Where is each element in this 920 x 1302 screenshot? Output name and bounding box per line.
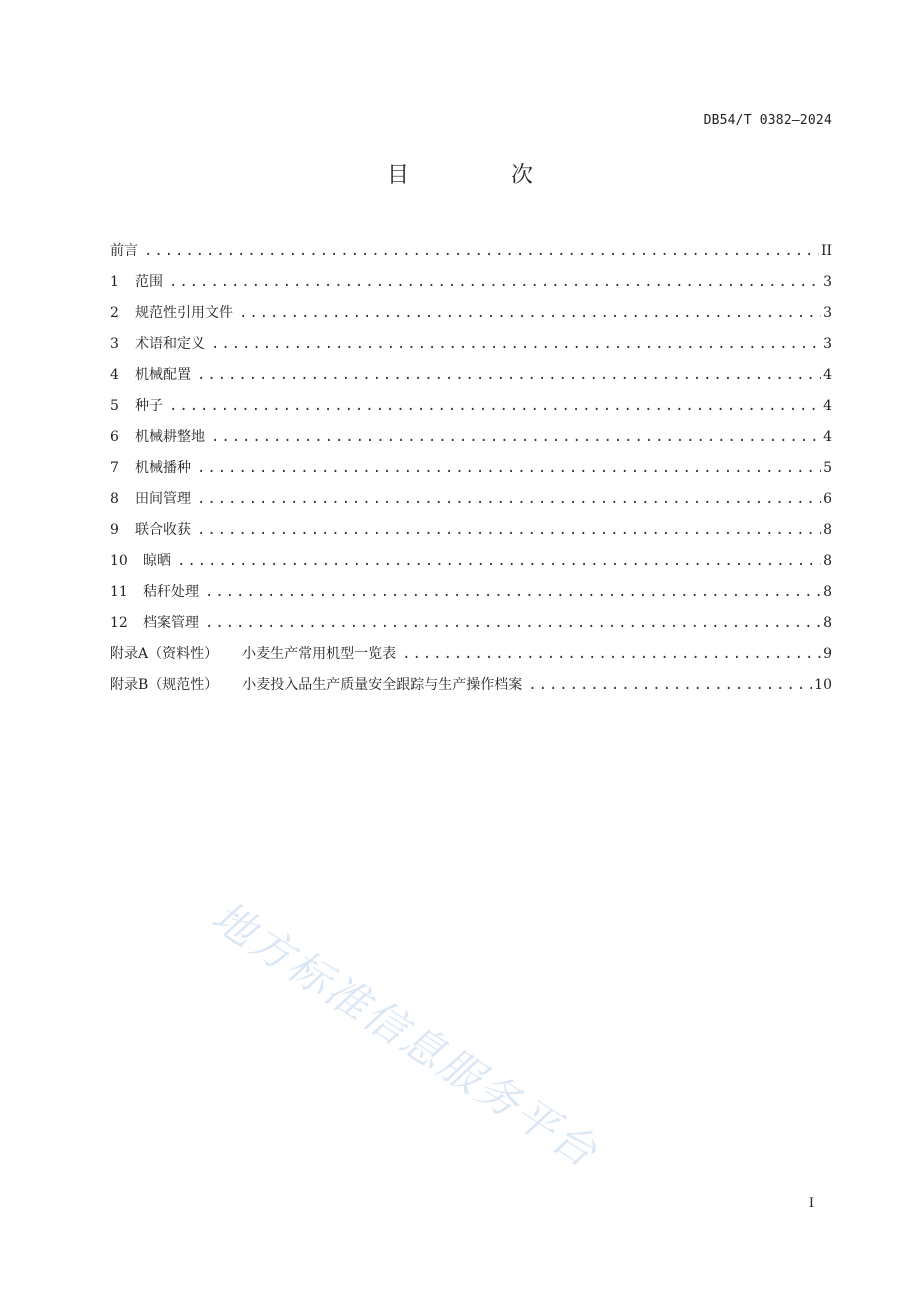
toc-entry-page: 4 — [823, 367, 832, 383]
toc-entry-page: 3 — [823, 274, 832, 290]
toc-entry-label: 档案管理 — [143, 615, 199, 631]
table-of-contents — [110, 240, 832, 705]
toc-entry-label: 联合收获 — [135, 522, 191, 538]
toc-dot-leader — [197, 491, 821, 507]
toc-dot-leader — [144, 243, 819, 259]
toc-entry-label: 术语和定义 — [135, 336, 205, 352]
toc-entry-page: 8 — [823, 615, 832, 631]
toc-dot-leader — [169, 398, 821, 414]
toc-entry-label: 规范性引用文件 — [135, 305, 233, 321]
toc-dot-leader — [205, 615, 821, 631]
toc-dot-leader — [197, 460, 821, 476]
page-title: 目 次 — [386, 163, 573, 188]
toc-entry[interactable] — [110, 240, 832, 271]
toc-entry[interactable] — [110, 457, 832, 488]
toc-entry-appendix[interactable] — [110, 643, 832, 674]
toc-entry-page: 3 — [823, 336, 832, 352]
toc-entry[interactable] — [110, 333, 832, 364]
toc-dot-leader — [211, 336, 821, 352]
toc-entry[interactable] — [110, 426, 832, 457]
toc-dot-leader — [239, 305, 821, 321]
toc-entry-page: 9 — [823, 646, 832, 662]
toc-dot-leader — [177, 553, 821, 569]
toc-entry-number: 6 — [110, 429, 119, 445]
toc-entry[interactable] — [110, 271, 832, 302]
toc-entry-page: II — [820, 243, 832, 259]
toc-entry-number: 8 — [110, 491, 119, 507]
toc-dot-leader — [402, 646, 821, 662]
toc-entry-label: 范围 — [135, 274, 163, 290]
watermark: 地方标准信息服务平台 — [203, 891, 608, 1178]
toc-entry-page: 4 — [823, 398, 832, 414]
toc-appendix-label: 附录B（规范性） — [110, 677, 219, 693]
toc-entry-label: 机械播种 — [135, 460, 191, 476]
toc-dot-leader — [205, 584, 821, 600]
toc-entry[interactable] — [110, 581, 832, 612]
toc-entry[interactable] — [110, 550, 832, 581]
toc-entry-number: 5 — [110, 398, 119, 414]
toc-appendix-label: 附录A（资料性） — [110, 646, 219, 662]
page-number: I — [808, 1196, 814, 1211]
toc-entry-label: 种子 — [135, 398, 163, 414]
toc-entry[interactable] — [110, 612, 832, 643]
toc-entry-label: 前言 — [110, 243, 138, 259]
toc-entry-page: 5 — [823, 460, 832, 476]
toc-dot-leader — [197, 367, 821, 383]
toc-entry-number: 9 — [110, 522, 119, 538]
toc-dot-leader — [169, 274, 821, 290]
toc-entry-label: 田间管理 — [135, 491, 191, 507]
toc-entry-page: 8 — [823, 522, 832, 538]
toc-entry[interactable] — [110, 364, 832, 395]
toc-dot-leader — [197, 522, 821, 538]
toc-entry-number: 7 — [110, 460, 119, 476]
toc-entry-number: 12 — [110, 615, 128, 631]
toc-entry[interactable] — [110, 395, 832, 426]
toc-entry-page: 10 — [814, 677, 832, 693]
toc-entry-appendix[interactable] — [110, 674, 832, 705]
toc-entry[interactable] — [110, 519, 832, 550]
toc-entry-number: 3 — [110, 336, 119, 352]
document-code: DB54/T 0382—2024 — [703, 113, 832, 128]
toc-entry-page: 6 — [823, 491, 832, 507]
toc-entry-number: 11 — [110, 584, 128, 600]
toc-entry-label: 机械耕整地 — [135, 429, 205, 445]
toc-entry-number: 1 — [110, 274, 119, 290]
toc-dot-leader — [211, 429, 821, 445]
toc-entry-page: 4 — [823, 429, 832, 445]
toc-appendix-title: 小麦投入品生产质量安全跟踪与生产操作档案 — [242, 677, 523, 693]
toc-entry-label: 晾晒 — [143, 553, 171, 569]
toc-entry[interactable] — [110, 302, 832, 333]
toc-entry-page: 8 — [823, 553, 832, 569]
toc-entry-page: 3 — [823, 305, 832, 321]
toc-entry-number: 4 — [110, 367, 119, 383]
toc-dot-leader — [528, 677, 812, 693]
toc-entry-label: 机械配置 — [135, 367, 191, 383]
toc-appendix-title: 小麦生产常用机型一览表 — [242, 646, 397, 662]
toc-entry-number: 2 — [110, 305, 119, 321]
toc-entry-label: 秸秆处理 — [143, 584, 199, 600]
toc-entry-page: 8 — [823, 584, 832, 600]
toc-entry[interactable] — [110, 488, 832, 519]
toc-entry-number: 10 — [110, 553, 128, 569]
